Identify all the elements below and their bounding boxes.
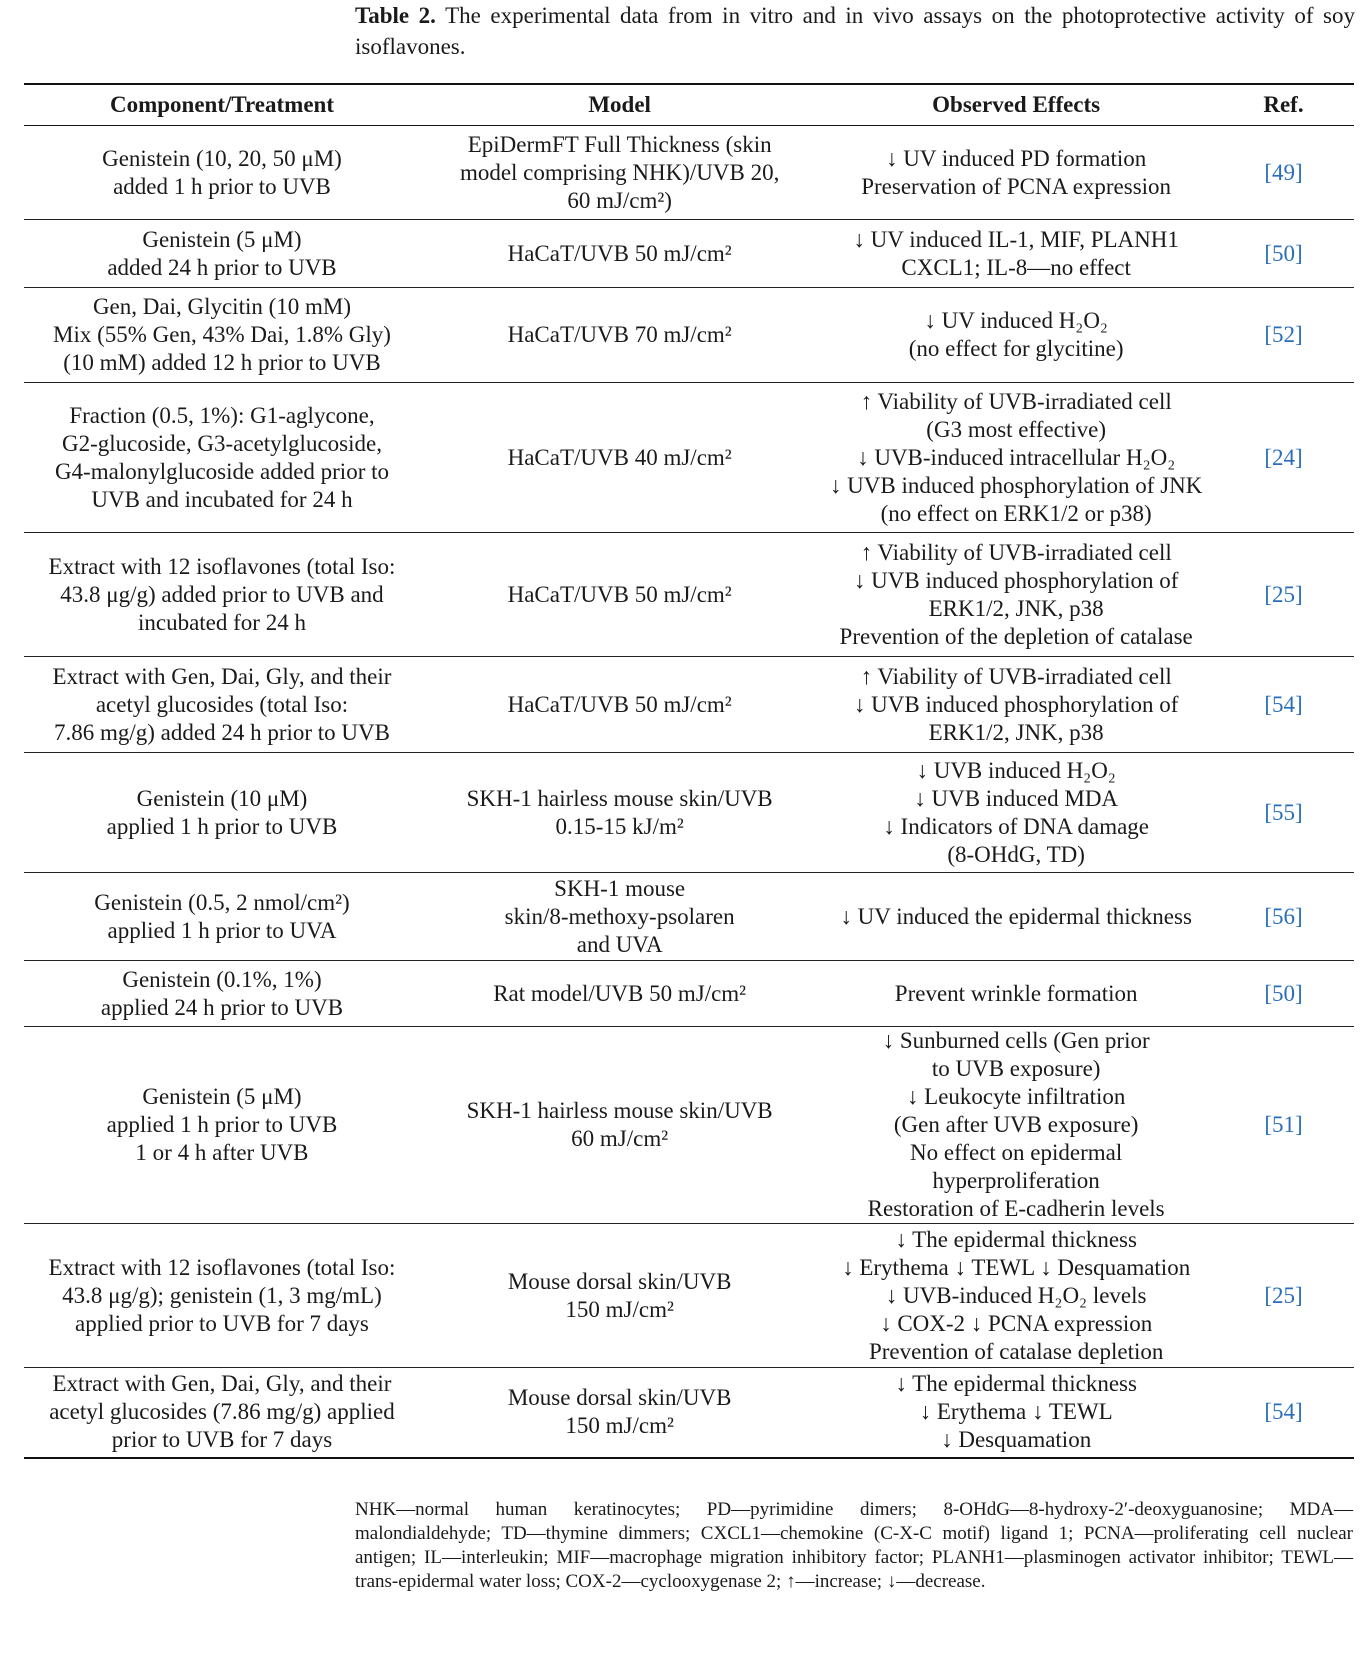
cell-component-line: Extract with Gen, Dai, Gly, and their (52, 1371, 392, 1397)
cell-component-line: 1 or 4 h after UVB (135, 1140, 309, 1165)
cell-model (420, 1027, 819, 1224)
cell-model-line: SKH-1 hairless mouse skin/UVB (466, 785, 773, 811)
table-row (24, 873, 1354, 961)
cell-effects-line: (8-OHdG, TD) (947, 841, 1085, 867)
table-row (24, 1224, 1354, 1368)
cell-effects-line: ↑ Viability of UVB-irradiated cell (860, 388, 1172, 414)
cell-effects-line: Prevent wrinkle formation (894, 980, 1138, 1006)
cell-effects-line: ↓ UVB induced H₂O₂ (916, 757, 1116, 783)
table-footnote: NHK—normal human keratinocytes; PD—pyrimidine dimers; 8-OHdG—8-hydroxy-2′-deoxyguanosine; MDA—malondialdehyde; TD—thymine dimmers; CXCL1—chemokine (C-X-C motif) ligand 1; PCNA—proliferating cell nuclear antigen; IL—interleukin; MIF—macrophage migration inhibitory factor; PLANH1—plasminogen activator inhibitor; TEWL—trans-epidermal water loss; COX-2—cyclooxygenase 2; ↑—increase; ↓—decrease. (355, 1499, 1353, 1592)
cell-effects-line: ↓ COX-2 ↓ PCNA expression (880, 1310, 1153, 1336)
cell-model-line: 0.15-15 kJ/m² (555, 813, 684, 839)
cell-effects (819, 1368, 1213, 1458)
reference-link[interactable]: [55] (1264, 799, 1303, 825)
cell-model-line: Rat model/UVB 50 mJ/cm² (493, 980, 747, 1006)
reference-link[interactable]: [25] (1264, 1282, 1303, 1308)
cell-effects-line: ↓ UVB-induced intracellular H₂O₂ (857, 444, 1176, 470)
cell-effects-line: to UVB exposure) (931, 1056, 1101, 1081)
cell-component (24, 220, 420, 288)
cell-component-line: 7.86 mg/g) added 24 h prior to UVB (53, 719, 390, 745)
cell-component (24, 1027, 420, 1224)
cell-effects-line: Prevention of the depletion of catalase (839, 623, 1193, 649)
cell-component (24, 961, 420, 1027)
cell-effects-line: ↓ UVB induced phosphorylation of (853, 691, 1179, 717)
cell-effects (819, 533, 1213, 657)
header-effects: Observed Effects (932, 92, 1101, 117)
cell-model (420, 873, 819, 961)
cell-component-line: Extract with 12 isoflavones (total Iso: (48, 1254, 396, 1280)
cell-component-line: Extract with 12 isoflavones (total Iso: (48, 553, 396, 579)
cell-model-line: HaCaT/UVB 40 mJ/cm² (507, 444, 732, 470)
cell-effects (819, 1027, 1213, 1224)
cell-effects-line: hyperproliferation (932, 1168, 1100, 1193)
cell-effects (819, 961, 1213, 1027)
cell-model-line: model comprising NHK)/UVB 20, (459, 159, 780, 185)
cell-component (24, 873, 420, 961)
cell-component-line: Mix (55% Gen, 43% Dai, 1.8% Gly) (53, 322, 391, 347)
cell-component-line: acetyl glucosides (7.86 mg/g) applied (49, 1399, 395, 1425)
cell-model-line: SKH-1 hairless mouse skin/UVB (466, 1098, 773, 1123)
cell-effects (819, 873, 1213, 961)
reference-link[interactable]: [24] (1264, 444, 1303, 470)
cell-effects-line: ↓ UV induced IL-1, MIF, PLANH1 (853, 226, 1179, 252)
cell-component (24, 288, 420, 383)
cell-effects-line: ERK1/2, JNK, p38 (928, 595, 1104, 621)
cell-model (420, 533, 819, 657)
cell-model-line: EpiDermFT Full Thickness (skin (467, 131, 772, 157)
cell-ref (1213, 753, 1354, 873)
cell-component-line: 43.8 μg/g) added prior to UVB and (60, 581, 384, 607)
cell-effects (819, 753, 1213, 873)
cell-model-line: 60 mJ/cm²) (567, 187, 672, 213)
cell-model-line: 150 mJ/cm² (565, 1296, 674, 1322)
cell-ref (1213, 657, 1354, 753)
cell-ref (1213, 220, 1354, 288)
cell-component-line: incubated for 24 h (137, 609, 306, 635)
cell-ref (1213, 961, 1354, 1027)
cell-effects-line: ↓ Erythema ↓ TEWL ↓ Desquamation (842, 1254, 1191, 1280)
table-row (24, 288, 1354, 383)
cell-model (420, 288, 819, 383)
cell-model-line: skin/8-methoxy-psolaren (504, 903, 735, 929)
cell-component-line: applied prior to UVB for 7 days (75, 1310, 369, 1336)
table-row (24, 753, 1354, 873)
cell-component-line: Genistein (0.1%, 1%) (122, 966, 322, 992)
cell-component (24, 1368, 420, 1458)
cell-component-line: added 24 h prior to UVB (107, 254, 337, 280)
cell-component-line: G2-glucoside, G3-acetylglucoside, (61, 430, 382, 456)
reference-link[interactable]: [25] (1264, 581, 1303, 607)
cell-component-line: Fraction (0.5, 1%): G1-aglycone, (69, 402, 375, 428)
cell-ref (1213, 1027, 1354, 1224)
cell-effects-line: ↓ Sunburned cells (Gen prior (882, 1028, 1150, 1053)
cell-ref (1213, 1224, 1354, 1368)
cell-effects-line: ↓ The epidermal thickness (895, 1371, 1137, 1397)
cell-effects-line: ↓ UVB induced phosphorylation of JNK (829, 472, 1203, 498)
cell-ref (1213, 383, 1354, 533)
cell-component (24, 126, 420, 220)
cell-effects-line: ↑ Viability of UVB-irradiated cell (860, 539, 1172, 565)
cell-component-line: Genistein (10, 20, 50 μM) (102, 145, 342, 171)
cell-effects-line: ↓ UV induced H₂O₂ (924, 308, 1108, 333)
cell-effects-line: ↓ UVB induced phosphorylation of (853, 567, 1179, 593)
header-model: Model (588, 92, 651, 117)
cell-component (24, 1224, 420, 1368)
reference-link[interactable]: [50] (1264, 980, 1303, 1006)
cell-component-line: applied 1 h prior to UVA (107, 917, 337, 943)
cell-ref (1213, 1368, 1354, 1458)
cell-effects-line: ERK1/2, JNK, p38 (928, 719, 1104, 745)
cell-ref (1213, 288, 1354, 383)
cell-effects-line: Preservation of PCNA expression (861, 173, 1172, 199)
cell-component-line: Genistein (5 μM) (142, 1084, 302, 1109)
cell-model-line: SKH-1 mouse (554, 875, 686, 901)
reference-link[interactable]: [56] (1264, 903, 1303, 929)
cell-effects-line: ↓ Desquamation (941, 1427, 1092, 1453)
cell-effects (819, 220, 1213, 288)
cell-model (420, 961, 819, 1027)
data-table (24, 83, 1354, 1459)
cell-effects-line: ↓ Leukocyte infiltration (906, 1084, 1126, 1109)
cell-model (420, 383, 819, 533)
table-row (24, 383, 1354, 533)
cell-effects-line: No effect on epidermal (910, 1140, 1123, 1165)
cell-effects-line: CXCL1; IL-8—no effect (901, 254, 1131, 280)
cell-effects (819, 288, 1213, 383)
cell-model (420, 753, 819, 873)
table-row (24, 533, 1354, 657)
reference-link[interactable]: [54] (1264, 1399, 1303, 1425)
header-ref: Ref. (1263, 92, 1304, 117)
cell-effects-line: Restoration of E-cadherin levels (867, 1196, 1165, 1221)
cell-ref (1213, 873, 1354, 961)
cell-component-line: Genistein (0.5, 2 nmol/cm²) (94, 889, 350, 915)
cell-model-line: HaCaT/UVB 50 mJ/cm² (507, 581, 732, 607)
cell-effects-line: ↓ UVB induced MDA (914, 785, 1119, 811)
cell-component-line: UVB and incubated for 24 h (91, 486, 353, 512)
cell-effects-line: ↓ UV induced PD formation (886, 145, 1147, 171)
cell-effects-line: ↓ The epidermal thickness (895, 1226, 1137, 1252)
table-header-row (24, 84, 1354, 126)
table-row (24, 1368, 1354, 1458)
cell-component-line: acetyl glucosides (total Iso: (95, 691, 349, 717)
reference-link[interactable]: [52] (1264, 322, 1303, 347)
cell-ref (1213, 533, 1354, 657)
cell-component-line: applied 1 h prior to UVB (106, 813, 338, 839)
reference-link[interactable]: [50] (1264, 240, 1303, 266)
cell-model-line: Mouse dorsal skin/UVB (507, 1268, 732, 1294)
cell-effects-line: ↓ UV induced the epidermal thickness (840, 903, 1192, 929)
cell-effects-line: (G3 most effective) (926, 416, 1106, 442)
cell-model (420, 657, 819, 753)
cell-effects (819, 126, 1213, 220)
cell-effects-line: ↓ UVB-induced H₂O₂ levels (885, 1282, 1147, 1308)
cell-model-line: HaCaT/UVB 50 mJ/cm² (507, 240, 732, 266)
cell-component-line: prior to UVB for 7 days (111, 1427, 333, 1453)
cell-effects (819, 1224, 1213, 1368)
cell-component-line: applied 24 h prior to UVB (100, 994, 344, 1020)
cell-component (24, 753, 420, 873)
reference-link[interactable]: [49] (1264, 159, 1303, 185)
cell-model (420, 1368, 819, 1458)
cell-component (24, 533, 420, 657)
cell-model (420, 220, 819, 288)
cell-effects (819, 383, 1213, 533)
cell-effects-line: (no effect for glycitine) (908, 336, 1124, 361)
table-container (24, 83, 1354, 1459)
reference-link[interactable]: [51] (1264, 1112, 1303, 1137)
cell-component-line: Gen, Dai, Glycitin (10 mM) (92, 294, 352, 319)
cell-component (24, 383, 420, 533)
table-row (24, 657, 1354, 753)
cell-model-line: 150 mJ/cm² (565, 1413, 674, 1439)
header-component: Component/Treatment (109, 92, 334, 117)
cell-component-line: Extract with Gen, Dai, Gly, and their (52, 663, 392, 689)
table-row (24, 1027, 1354, 1224)
cell-component-line: added 1 h prior to UVB (113, 173, 331, 199)
table-body (24, 126, 1354, 1458)
cell-component-line: G4-malonylglucoside added prior to (54, 458, 389, 484)
cell-model-line: Mouse dorsal skin/UVB (507, 1385, 732, 1411)
cell-component-line: 43.8 μg/g); genistein (1, 3 mg/mL) (62, 1282, 382, 1308)
cell-effects-line: Prevention of catalase depletion (868, 1338, 1164, 1364)
cell-effects-line: (no effect on ERK1/2 or p38) (880, 500, 1152, 526)
cell-model-line: HaCaT/UVB 50 mJ/cm² (507, 691, 732, 717)
cell-model-line: and UVA (576, 931, 663, 957)
cell-model-line: HaCaT/UVB 70 mJ/cm² (507, 322, 732, 347)
caption-label: Table 2. (355, 3, 436, 28)
cell-effects-line: ↑ Viability of UVB-irradiated cell (860, 663, 1172, 689)
table-row (24, 126, 1354, 220)
table-row (24, 961, 1354, 1027)
cell-model (420, 126, 819, 220)
cell-effects-line: ↓ Indicators of DNA damage (883, 813, 1149, 839)
cell-effects (819, 657, 1213, 753)
table-caption (355, 0, 1355, 62)
cell-ref (1213, 126, 1354, 220)
cell-component-line: (10 mM) added 12 h prior to UVB (63, 350, 381, 375)
caption-text: The experimental data from in vitro and in vivo assays on the photoprotective activity of soy isoflavones. (355, 3, 1355, 59)
cell-component-line: Genistein (5 μM) (142, 226, 302, 252)
table-row (24, 220, 1354, 288)
reference-link[interactable]: [54] (1264, 691, 1303, 717)
cell-model (420, 1224, 819, 1368)
cell-model-line: 60 mJ/cm² (571, 1126, 669, 1151)
cell-component (24, 657, 420, 753)
cell-component-line: Genistein (10 μM) (136, 785, 308, 811)
cell-effects-line: (Gen after UVB exposure) (893, 1112, 1139, 1137)
cell-effects-line: ↓ Erythema ↓ TEWL (919, 1399, 1113, 1425)
cell-component-line: applied 1 h prior to UVB (106, 1112, 338, 1137)
